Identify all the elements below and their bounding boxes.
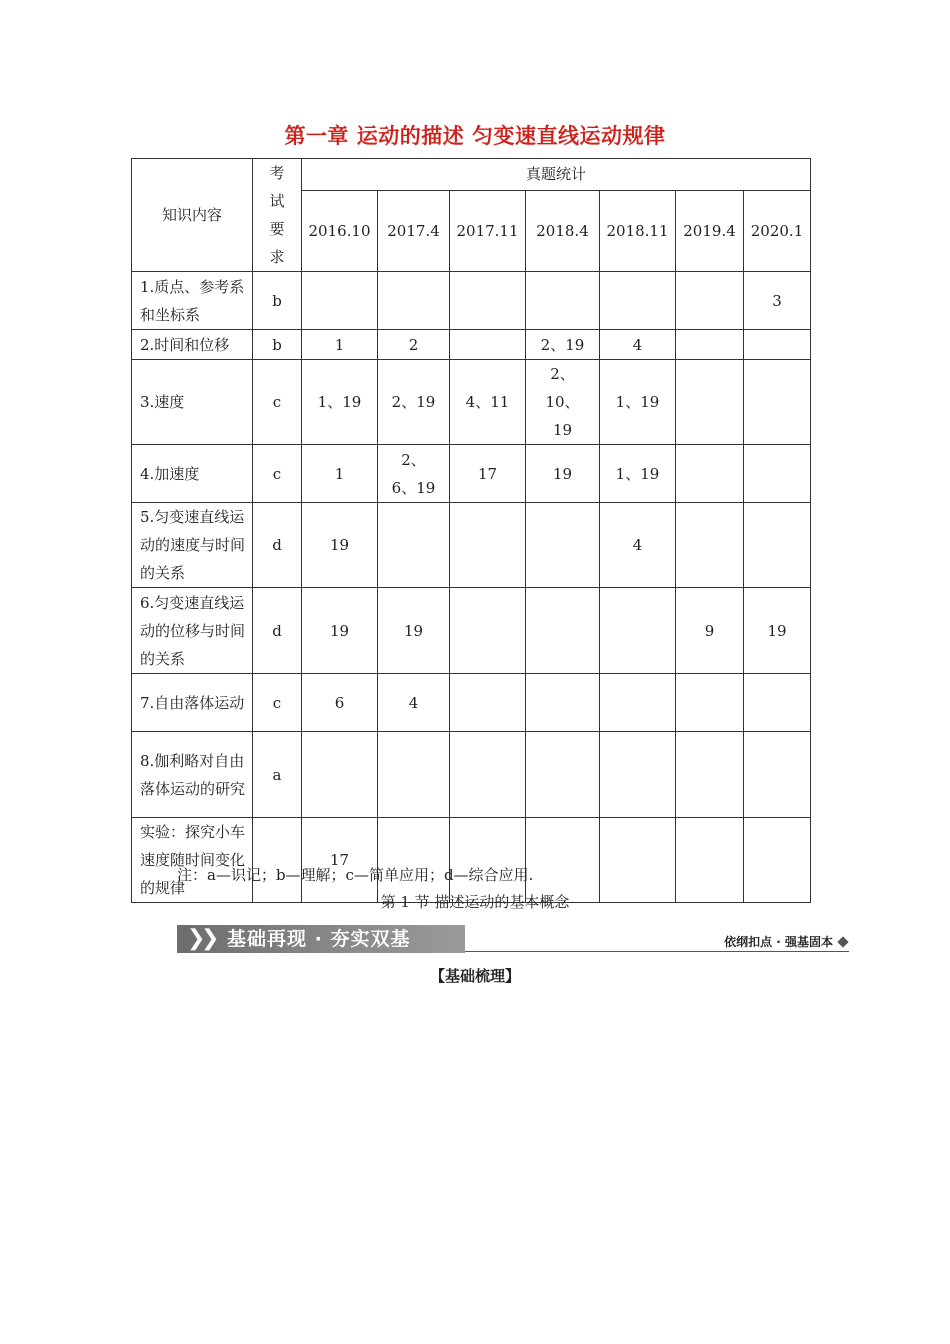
table-row [132, 732, 811, 818]
year-header: 2020.1 [744, 190, 811, 272]
year-header: 2018.11 [600, 190, 676, 272]
stat-cell [450, 588, 526, 674]
requirement-cell: b [253, 272, 302, 330]
stat-cell [526, 272, 600, 330]
stat-cell [450, 272, 526, 330]
stat-cell [450, 818, 526, 903]
stat-cell [600, 588, 676, 674]
stat-cell: 4 [600, 330, 676, 360]
stat-cell [302, 732, 378, 818]
banner-left-text: 基础再现 · 夯实双基 [227, 928, 411, 950]
requirement-cell: d [253, 588, 302, 674]
requirement-cell: c [253, 445, 302, 503]
banner-underline [465, 951, 849, 952]
stat-cell [526, 588, 600, 674]
stat-cell: 19 [744, 588, 811, 674]
stat-cell [744, 445, 811, 503]
stat-cell [744, 360, 811, 445]
stat-cell [600, 732, 676, 818]
section-title: 第 1 节 描述运动的基本概念 [380, 893, 570, 911]
stat-cell [744, 674, 811, 732]
stat-cell [600, 272, 676, 330]
stat-cell [378, 272, 450, 330]
stat-cell: 1 [302, 445, 378, 503]
subheading: 【基础梳理】 [429, 967, 520, 985]
exam-statistics-table [131, 158, 811, 903]
requirement-cell: c [253, 674, 302, 732]
requirement-cell [253, 818, 302, 903]
stat-cell: 9 [676, 588, 744, 674]
stat-cell [676, 503, 744, 588]
stat-cell [302, 272, 378, 330]
stat-cell: 1 [302, 330, 378, 360]
year-header: 2019.4 [676, 190, 744, 272]
table-row [132, 272, 811, 330]
stat-cell [676, 330, 744, 360]
header-stats: 真题统计 [302, 159, 811, 191]
stat-cell [378, 503, 450, 588]
chevron-right-icon: ❯ [201, 926, 220, 951]
topic-cell: 5.匀变速直线运动的速度与时间的关系 [132, 503, 253, 588]
stat-cell: 17 [450, 445, 526, 503]
stat-cell: 1、19 [302, 360, 378, 445]
stat-cell: 19 [302, 588, 378, 674]
stat-cell [526, 732, 600, 818]
year-header: 2016.10 [302, 190, 378, 272]
table-row [132, 588, 811, 674]
year-header: 2017.11 [450, 190, 526, 272]
stat-cell: 4 [378, 674, 450, 732]
chevron-right-icon: ❯ [187, 926, 206, 951]
topic-cell: 7.自由落体运动 [132, 674, 253, 732]
stat-cell [526, 674, 600, 732]
stat-cell [676, 360, 744, 445]
topic-cell: 4.加速度 [132, 445, 253, 503]
topic-cell: 2.时间和位移 [132, 330, 253, 360]
requirement-cell: c [253, 360, 302, 445]
stat-cell: 1、19 [600, 360, 676, 445]
stat-cell [450, 674, 526, 732]
stat-cell [600, 674, 676, 732]
stat-cell: 4、11 [450, 360, 526, 445]
header-knowledge: 知识内容 [132, 159, 253, 272]
topic-cell: 8.伽利略对自由落体运动的研究 [132, 732, 253, 818]
stat-cell [744, 330, 811, 360]
table-row [132, 330, 811, 360]
table-row [132, 674, 811, 732]
stat-cell: 1、19 [600, 445, 676, 503]
stat-cell [450, 330, 526, 360]
stat-cell [744, 818, 811, 903]
topic-cell: 6.匀变速直线运动的位移与时间的关系 [132, 588, 253, 674]
stat-cell [676, 818, 744, 903]
stat-cell [744, 732, 811, 818]
diamond-icon [837, 936, 848, 947]
stat-cell: 6 [302, 674, 378, 732]
table-row [132, 360, 811, 445]
section-banner [177, 925, 849, 955]
year-header: 2018.4 [526, 190, 600, 272]
header-requirement: 考 试 要 求 [253, 159, 302, 272]
stat-cell: 2、19 [378, 360, 450, 445]
stat-cell: 2、6、19 [378, 445, 450, 503]
stat-cell [378, 732, 450, 818]
topic-cell: 实验：探究小车速度随时间变化的规律 [132, 818, 253, 903]
table-row [132, 445, 811, 503]
stat-cell: 2 [378, 330, 450, 360]
stat-cell: 19 [378, 588, 450, 674]
stat-cell [526, 818, 600, 903]
banner-right-text: 依纲扣点 · 强基固本 [724, 935, 833, 949]
stat-cell [526, 503, 600, 588]
stat-cell [676, 445, 744, 503]
table-note: 注：a—识记；b—理解；c—简单应用；d—综合应用. [177, 866, 534, 884]
requirement-cell: a [253, 732, 302, 818]
requirement-cell: d [253, 503, 302, 588]
stat-cell: 17 [302, 818, 378, 903]
requirement-cell: b [253, 330, 302, 360]
stat-cell: 19 [302, 503, 378, 588]
topic-cell: 1.质点、参考系和坐标系 [132, 272, 253, 330]
stat-cell [450, 732, 526, 818]
stat-cell: 19 [526, 445, 600, 503]
stat-cell: 2、19 [526, 330, 600, 360]
stat-cell [744, 503, 811, 588]
stat-cell: 4 [600, 503, 676, 588]
stat-cell [450, 503, 526, 588]
stat-cell [676, 272, 744, 330]
stat-cell [676, 732, 744, 818]
stat-cell [600, 818, 676, 903]
stat-cell: 3 [744, 272, 811, 330]
stat-cell: 2、10、19 [526, 360, 600, 445]
year-header: 2017.4 [378, 190, 450, 272]
chapter-title: 第一章 运动的描述 匀变速直线运动规律 [284, 124, 666, 148]
stat-cell [676, 674, 744, 732]
table-row [132, 818, 811, 903]
topic-cell: 3.速度 [132, 360, 253, 445]
table-row [132, 503, 811, 588]
stat-cell [378, 818, 450, 903]
